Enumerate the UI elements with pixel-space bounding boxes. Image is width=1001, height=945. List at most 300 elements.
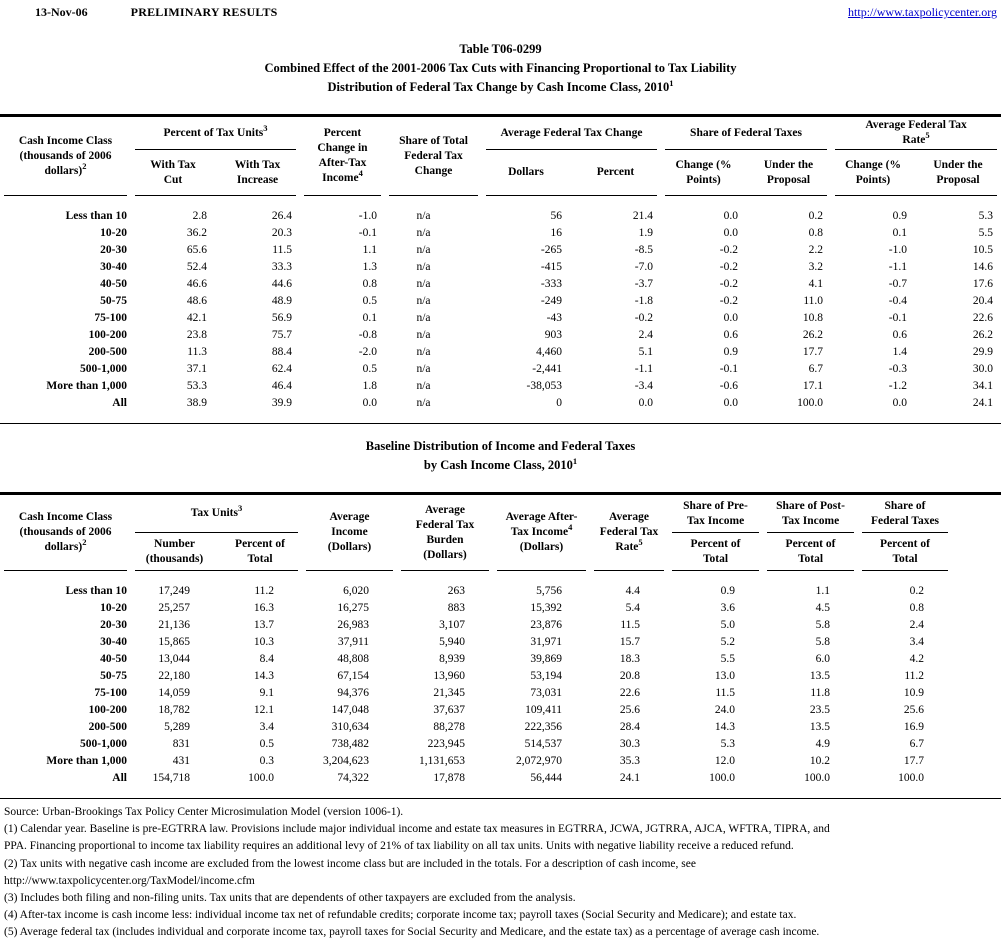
table-cell: 5.2	[720, 636, 736, 648]
table-cell: 5.8	[815, 619, 831, 631]
table-cell: 0.1	[362, 312, 377, 324]
preliminary-results-label: PRELIMINARY RESULTS	[130, 5, 278, 19]
table-cell: 24.0	[714, 704, 736, 716]
table-cell: 53.3	[186, 380, 207, 392]
table-cell: 0.6	[892, 329, 908, 341]
table-cell: 42.1	[186, 312, 207, 324]
table-cell: 15,392	[530, 602, 563, 614]
table-row	[0, 583, 952, 600]
table-row	[0, 395, 1001, 423]
table-row	[0, 753, 952, 770]
table-cell: 53,194	[530, 670, 563, 682]
table-row	[0, 378, 1001, 395]
table-cell: 17,249	[158, 585, 190, 597]
table-cell: 22,180	[158, 670, 190, 682]
table-cell: 4,460	[536, 346, 562, 358]
table-cell: 0.2	[808, 210, 824, 222]
table-cell: 14,059	[158, 687, 190, 699]
table-cell: -3.7	[634, 278, 653, 290]
table-cell: 39.9	[271, 397, 292, 409]
table-cell: n/a	[416, 380, 431, 392]
table-cell: 10.2	[809, 755, 831, 767]
table-cell: 23,876	[530, 619, 563, 631]
row-label: 50-75	[100, 670, 127, 682]
table-cell: 100.0	[709, 772, 736, 784]
table-cell: 2.4	[638, 329, 653, 341]
table-cell: 0.0	[892, 397, 908, 409]
col-header-dollars: Dollars	[508, 166, 544, 178]
table-row	[0, 600, 952, 617]
row-label: 100-200	[88, 704, 127, 716]
table-cell: 883	[447, 602, 466, 614]
table-cell: 33.3	[271, 261, 292, 273]
row-label: More than 1,000	[46, 755, 127, 767]
table-cell: 4.5	[815, 602, 831, 614]
table-cell: 26.4	[271, 210, 292, 222]
table-number: Table T06-0299	[459, 42, 542, 56]
table-cell: 30.0	[972, 363, 994, 375]
single-rule	[0, 798, 1001, 799]
col-header-with-tax-increase: With Tax Increase	[234, 158, 281, 186]
table-cell: 94,376	[337, 687, 370, 699]
table-cell: 67,154	[337, 670, 370, 682]
table-cell: 100.0	[804, 772, 831, 784]
table-cell: 3.4	[259, 721, 275, 733]
table-row	[0, 736, 952, 753]
row-label: All	[112, 772, 127, 784]
table-cell: 223,945	[427, 738, 466, 750]
table-cell: 25,257	[158, 602, 190, 614]
table-cell: 65.6	[186, 244, 207, 256]
table-cell: 5,289	[164, 721, 190, 733]
col-header-cash-income-class: Cash Income Class (thousands of 2006 dollars)$^2$	[18, 134, 113, 177]
table-cell: 35.3	[619, 755, 641, 767]
baseline-table	[0, 495, 952, 798]
table-cell: 31,971	[530, 636, 563, 648]
table-cell: 3,107	[439, 619, 466, 631]
table-cell: -0.4	[888, 295, 908, 307]
footnote-1-line1: (1) Calendar year. Baseline is pre-EGTRRA law. Provisions include major individual income and estate tax measures in EGTRRA, JCWA, JGTRRA, AJCA, WFTRA, TIPRA, and	[4, 823, 830, 836]
table-cell: 14.3	[714, 721, 736, 733]
col-header-percent-of-total-units: Percent of Total	[235, 537, 285, 565]
table-cell: 222,356	[524, 721, 563, 733]
group-header-tax-units: Tax Units$^3$	[131, 495, 302, 533]
group-header-average-federal-tax-change: Average Federal Tax Change	[482, 117, 661, 150]
table-cell: 10.5	[972, 244, 994, 256]
table-cell: 56.9	[271, 312, 292, 324]
table-cell: 514,537	[524, 738, 563, 750]
table-cell: n/a	[416, 346, 431, 358]
table-cell: 17.7	[802, 346, 824, 358]
table-cell: 14.6	[972, 261, 994, 273]
footnote-1-line2: PPA. Financing proportional to income tax liability requires an additional levy of 21% of tax liability on all tax units. Units with negative liability receive a reduced refund.	[4, 840, 794, 853]
page-header	[0, 0, 1001, 20]
table-cell: -0.2	[719, 278, 738, 290]
table-cell: 831	[172, 738, 190, 750]
table-cell: 44.6	[271, 278, 292, 290]
table-cell: 21,345	[433, 687, 466, 699]
table-row	[0, 293, 1001, 310]
table-cell: -2.0	[358, 346, 377, 358]
table-cell: 5.3	[978, 210, 994, 222]
table-cell: 48,808	[337, 653, 370, 665]
table-cell: -249	[540, 295, 562, 307]
table-cell: 20.4	[972, 295, 994, 307]
table-cell: 25.6	[619, 704, 641, 716]
row-label: Less than 10	[65, 210, 127, 222]
table-cell: -8.5	[634, 244, 653, 256]
table-row	[0, 617, 952, 634]
table1-title-line2: Combined Effect of the 2001-2006 Tax Cuts with Financing Proportional to Tax Liability	[264, 61, 737, 75]
col-header-average-income: Average Income (Dollars)	[327, 511, 372, 553]
table2-title-block	[0, 437, 1001, 475]
table-cell: n/a	[416, 329, 431, 341]
table-row	[0, 310, 1001, 327]
table-cell: 13,044	[158, 653, 190, 665]
table-cell: 154,718	[152, 772, 190, 784]
table-cell: 20.3	[271, 227, 292, 239]
row-label: 40-50	[100, 653, 127, 665]
col-header-cash-income-class: Cash Income Class (thousands of 2006 dollars)$^2$	[18, 511, 113, 553]
col-header-with-tax-cut: With Tax Cut	[150, 158, 196, 186]
table-cell: 1.1	[362, 244, 377, 256]
table-cell: 0.5	[362, 363, 377, 375]
table-cell: 0.9	[720, 585, 736, 597]
table-cell: 8,939	[439, 653, 466, 665]
table-cell: 0.6	[723, 329, 738, 341]
table-cell: 310,634	[331, 721, 370, 733]
tax-change-table-wrap	[0, 114, 1001, 424]
table-cell: 16	[550, 227, 562, 239]
table-cell: 62.4	[271, 363, 292, 375]
table-cell: 18,782	[158, 704, 190, 716]
col-header-percent-of-total-fedtax: Percent of Total	[880, 537, 930, 565]
report-date: 13-Nov-06	[35, 5, 88, 19]
table-cell: 17.6	[972, 278, 994, 290]
table-cell: -0.3	[888, 363, 908, 375]
table-cell: 21,136	[158, 619, 190, 631]
table-cell: -1.0	[358, 210, 377, 222]
table-cell: 10.8	[802, 312, 824, 324]
table1-title-line3: Distribution of Federal Tax Change by Cash Income Class, 2010$^1$	[327, 77, 674, 94]
table-cell: 5.0	[720, 619, 736, 631]
table-cell: -415	[540, 261, 562, 273]
tax-change-table-body	[0, 208, 1001, 423]
table-cell: 11.5	[272, 244, 292, 256]
table-cell: 6.7	[808, 363, 824, 375]
table-cell: 46.6	[186, 278, 207, 290]
footnote-2-url-line: http://www.taxpolicycenter.org/TaxModel/income.cfm	[4, 874, 255, 887]
table-cell: 4.2	[909, 653, 925, 665]
table-cell: 23.8	[186, 329, 207, 341]
table-cell: 38.9	[186, 397, 207, 409]
table-cell: 37.1	[186, 363, 207, 375]
table-cell: 0.8	[362, 278, 377, 290]
table-cell: 17.1	[802, 380, 824, 392]
table-cell: -0.6	[719, 380, 738, 392]
table-cell: 431	[172, 755, 190, 767]
table-cell: n/a	[416, 363, 431, 375]
table-cell: 0.3	[259, 755, 275, 767]
col-header-percent-of-total-pretax: Percent of Total	[690, 537, 741, 565]
table-cell: 3.4	[909, 636, 925, 648]
header-underline-row	[0, 570, 952, 583]
table-cell: -7.0	[634, 261, 653, 273]
table-cell: 30.3	[619, 738, 641, 750]
table-cell: 5,756	[536, 585, 563, 597]
table-row	[0, 225, 1001, 242]
col-header-under-proposal-rate: Under the Proposal	[933, 158, 983, 186]
group-header-share-pre-tax-income: Share of Pre- Tax Income	[668, 495, 763, 533]
row-label: 500-1,000	[80, 738, 127, 750]
table-cell: 1,131,653	[419, 755, 466, 767]
table-cell: 10.3	[253, 636, 275, 648]
table-cell: 13.0	[714, 670, 736, 682]
table-cell: -0.7	[888, 278, 908, 290]
group-header-share-federal-taxes: Share of Federal Taxes	[858, 495, 952, 533]
table-cell: 0.0	[723, 210, 738, 222]
table-cell: 74,322	[337, 772, 370, 784]
table-cell: 34.1	[972, 380, 994, 392]
taxpolicycenter-link[interactable]: http://www.taxpolicycenter.org	[848, 5, 997, 19]
col-header-change-points-rate: Change (% Points)	[845, 158, 901, 186]
table-cell: 0.0	[723, 397, 738, 409]
table-cell: 2.8	[192, 210, 207, 222]
table-cell: 12.1	[253, 704, 275, 716]
table-cell: 5.8	[815, 636, 831, 648]
table-cell: 2.4	[909, 619, 925, 631]
table-cell: 11.8	[810, 687, 831, 699]
table-cell: -3.4	[634, 380, 653, 392]
table-cell: 88.4	[271, 346, 292, 358]
table-cell: -0.2	[719, 295, 738, 307]
table-cell: -0.8	[358, 329, 377, 341]
table-cell: 16.9	[903, 721, 925, 733]
table-cell: -0.2	[719, 244, 738, 256]
table-cell: 0.0	[723, 312, 738, 324]
table-cell: 15.7	[619, 636, 641, 648]
table-cell: 75.7	[271, 329, 292, 341]
table-row	[0, 242, 1001, 259]
tax-change-table	[0, 117, 1001, 423]
row-label: 75-100	[94, 312, 127, 324]
table-cell: 17,878	[433, 772, 466, 784]
table-cell: 39,869	[530, 653, 563, 665]
table-cell: 11.0	[803, 295, 824, 307]
table-cell: -0.1	[888, 312, 908, 324]
table-cell: 263	[447, 585, 466, 597]
row-label: 75-100	[94, 687, 127, 699]
table-cell: -1.2	[888, 380, 908, 392]
col-header-change-points-taxes: Change (% Points)	[675, 158, 732, 186]
table-cell: -1.0	[888, 244, 908, 256]
table-cell: n/a	[416, 210, 431, 222]
row-label: All	[112, 397, 127, 409]
table-cell: 9.1	[259, 687, 275, 699]
table-cell: 26.2	[972, 329, 994, 341]
table-cell: 13.5	[809, 670, 831, 682]
row-label: 10-20	[100, 227, 127, 239]
table-row	[0, 719, 952, 736]
table-cell: 12.0	[714, 755, 736, 767]
table-cell: n/a	[416, 227, 431, 239]
table-cell: 48.9	[271, 295, 292, 307]
table-cell: -0.2	[719, 261, 738, 273]
table-cell: 28.4	[619, 721, 641, 733]
table-cell: -0.1	[719, 363, 738, 375]
table-cell: 0.5	[259, 738, 275, 750]
row-label: 100-200	[88, 329, 127, 341]
row-label: 200-500	[88, 721, 127, 733]
row-label: 10-20	[100, 602, 127, 614]
table-cell: 73,031	[530, 687, 563, 699]
row-label: 40-50	[100, 278, 127, 290]
table-cell: 15,865	[158, 636, 190, 648]
table-cell: 903	[544, 329, 562, 341]
table-cell: n/a	[416, 244, 431, 256]
table-cell: 48.6	[186, 295, 207, 307]
table-cell: 18.3	[619, 653, 641, 665]
group-header-average-federal-tax-rate: Average Federal Tax Rate$^5$	[831, 117, 1001, 150]
table-row	[0, 668, 952, 685]
table-cell: 11.2	[254, 585, 275, 597]
table-cell: 26.2	[802, 329, 824, 341]
row-label: 500-1,000	[80, 363, 127, 375]
table-cell: 17.7	[903, 755, 925, 767]
table-cell: 147,048	[331, 704, 370, 716]
table-cell: 0.1	[892, 227, 908, 239]
table-cell: 46.4	[271, 380, 292, 392]
table-cell: 1.9	[638, 227, 653, 239]
row-label: 50-75	[100, 295, 127, 307]
table-cell: 109,411	[525, 704, 563, 716]
table-cell: n/a	[416, 278, 431, 290]
table-cell: 0.0	[638, 397, 653, 409]
table-cell: 29.9	[972, 346, 994, 358]
table-cell: n/a	[416, 312, 431, 324]
table-cell: 0.0	[362, 397, 377, 409]
table-cell: 13.7	[253, 619, 275, 631]
footnotes	[4, 804, 997, 942]
table-cell: n/a	[416, 295, 431, 307]
table-cell: 6,020	[343, 585, 370, 597]
table-cell: 56	[550, 210, 562, 222]
table-cell: 16,275	[337, 602, 370, 614]
table-row	[0, 770, 952, 798]
table-cell: 1.1	[815, 585, 831, 597]
table-cell: -1.8	[634, 295, 653, 307]
col-header-under-proposal-taxes: Under the Proposal	[763, 158, 814, 186]
col-header-number-thousands: Number (thousands)	[145, 537, 204, 565]
table-cell: 25.6	[903, 704, 925, 716]
table-cell: 738,482	[331, 738, 370, 750]
row-label: 30-40	[100, 636, 127, 648]
col-header-percent-change-after-tax-income: Percent Change in After-Tax Income$^4$	[317, 127, 368, 184]
footnote-5: (5) Average federal tax (includes individual and corporate income tax, payroll taxes for Social Security and Medicare, and the estate tax) as a percentage of average cash income.	[4, 926, 820, 939]
group-header-share-post-tax-income: Share of Post- Tax Income	[763, 495, 858, 533]
row-label: Less than 10	[65, 585, 127, 597]
group-header-share-of-federal-taxes: Share of Federal Taxes	[661, 117, 831, 150]
table-cell: 11.3	[187, 346, 207, 358]
table-cell: -333	[540, 278, 562, 290]
table-cell: 0.5	[362, 295, 377, 307]
table-cell: 0.8	[808, 227, 824, 239]
table-cell: 23.5	[809, 704, 831, 716]
table-cell: n/a	[416, 397, 431, 409]
table-cell: 3.2	[808, 261, 824, 273]
table-cell: -38,053	[526, 380, 562, 392]
table-cell: 0	[556, 397, 562, 409]
table-row	[0, 651, 952, 668]
table-row	[0, 634, 952, 651]
row-label: 20-30	[100, 244, 127, 256]
table-cell: 5.3	[720, 738, 736, 750]
table-cell: 1.3	[362, 261, 377, 273]
table-cell: 8.4	[259, 653, 275, 665]
table-row	[0, 685, 952, 702]
table2-title-line1: Baseline Distribution of Income and Federal Taxes	[365, 439, 636, 453]
table-cell: 100.0	[248, 772, 275, 784]
table-row	[0, 259, 1001, 276]
col-header-average-after-tax-income: Average After- Tax Income$^4$ (Dollars)	[505, 511, 578, 553]
table-cell: 5.4	[625, 602, 641, 614]
table-row	[0, 361, 1001, 378]
col-header-average-federal-tax-burden: Average Federal Tax Burden (Dollars)	[415, 503, 475, 561]
col-header-percent: Percent	[596, 166, 635, 178]
row-label: 20-30	[100, 619, 127, 631]
row-label: 200-500	[88, 346, 127, 358]
table-cell: -2,441	[532, 363, 562, 375]
table-cell: 100.0	[898, 772, 925, 784]
footnote-4: (4) After-tax income is cash income less: individual income tax net of refundable credits; corporate income tax; payroll taxes (Social Security and Medicare); and estate tax.	[4, 909, 797, 922]
table-cell: 14.3	[253, 670, 275, 682]
table-cell: 52.4	[186, 261, 207, 273]
footnote-3: (3) Includes both filing and non-filing units. Tax units that are dependents of other taxpayers are excluded from the analysis.	[4, 892, 576, 905]
col-header-percent-of-total-posttax: Percent of Total	[785, 537, 836, 565]
table-cell: 22.6	[619, 687, 641, 699]
table-cell: 24.1	[619, 772, 641, 784]
header-underline-row	[0, 195, 1001, 208]
table-cell: 1.4	[892, 346, 908, 358]
table-cell: 0.8	[909, 602, 925, 614]
table-cell: 1.8	[362, 380, 377, 392]
table-cell: 37,637	[433, 704, 466, 716]
table-cell: -1.1	[888, 261, 908, 273]
table-cell: 11.5	[620, 619, 641, 631]
table-cell: 21.4	[632, 210, 653, 222]
table-cell: 0.9	[892, 210, 908, 222]
table-cell: 88,278	[433, 721, 466, 733]
row-label: 30-40	[100, 261, 127, 273]
footnote-2-line1: (2) Tax units with negative cash income are excluded from the lowest income class but are included in the totals. For a description of cash income, see	[4, 857, 696, 870]
table-cell: 100.0	[797, 397, 824, 409]
table-row	[0, 327, 1001, 344]
group-header-percent-of-tax-units: Percent of Tax Units$^3$	[131, 117, 300, 150]
table-cell: 13.5	[809, 721, 831, 733]
table-cell: 16.3	[253, 602, 275, 614]
table-cell: 5.1	[638, 346, 653, 358]
table-row	[0, 702, 952, 719]
table-cell: 2,072,970	[516, 755, 563, 767]
table-cell: 4.9	[815, 738, 831, 750]
table1-title-block	[0, 40, 1001, 97]
col-header-average-federal-tax-rate: Average Federal Tax Rate$^5$	[599, 511, 659, 553]
table-cell: -43	[546, 312, 562, 324]
table-cell: 36.2	[186, 227, 207, 239]
table-cell: 6.7	[909, 738, 925, 750]
table-cell: 26,983	[337, 619, 370, 631]
table-cell: 6.0	[815, 653, 831, 665]
